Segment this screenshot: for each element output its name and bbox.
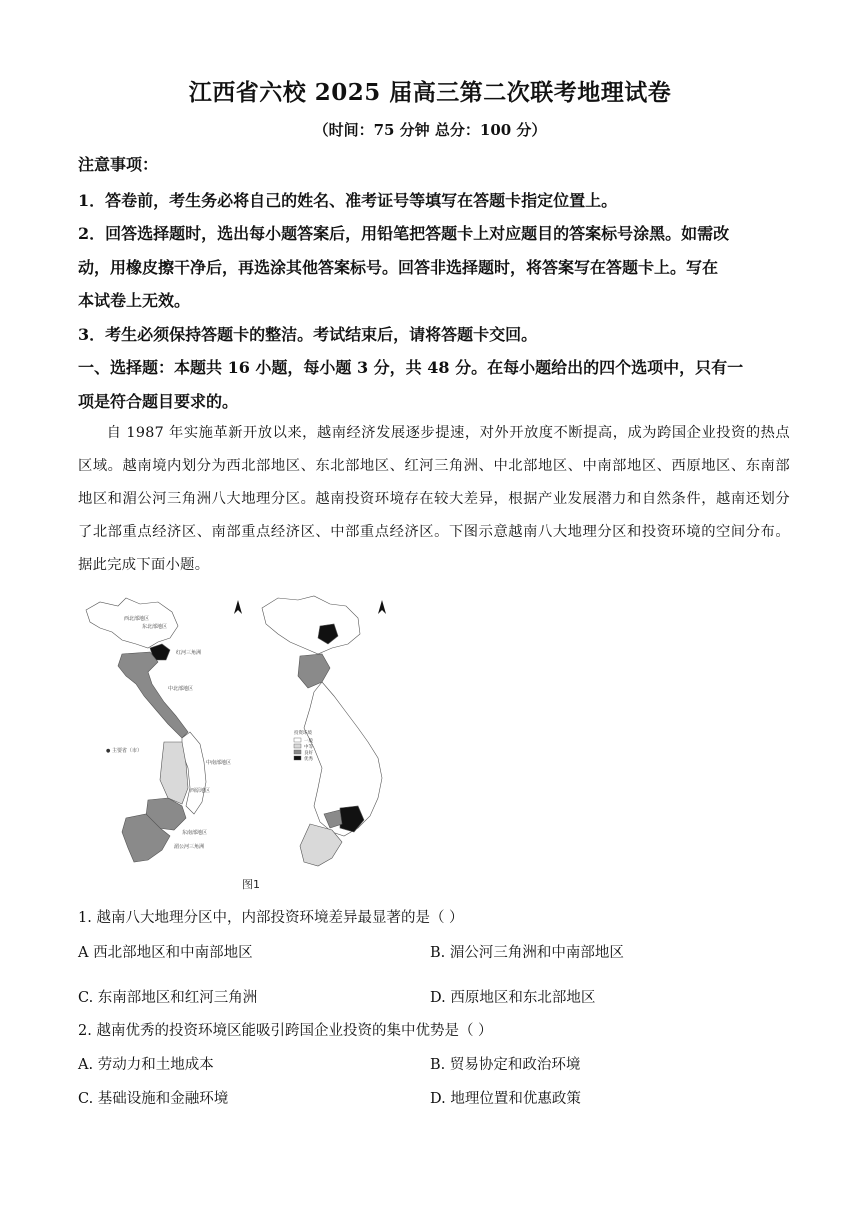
legend-item-1: 一般 — [304, 739, 313, 744]
right-map — [262, 596, 382, 866]
label-capital-legend: ● 主要省（市） — [106, 748, 142, 754]
notice-heading: 注意事项： — [78, 155, 159, 174]
left-map-north-central — [118, 652, 188, 738]
section-heading-line-2: 项是符合题目要求的。 — [78, 392, 239, 411]
notice-item-2-line-1: 2．回答选择题时，选出每小题答案后，用铅笔把答题卡上对应题目的答案标号涂黑。如需改 — [78, 224, 730, 243]
right-map-north-central — [298, 654, 330, 688]
question-1-stem: 1. 越南八大地理分区中，内部投资环境差异最显著的是（ ） — [78, 910, 464, 926]
label-red-river: 红河三角洲 — [176, 650, 202, 656]
notice-item-2-line-2: 动，用橡皮擦干净后，再选涂其他答案标号。回答非选择题时，将答案写在答题卡上。写在 — [78, 258, 719, 277]
label-central-highlands: 西原地区 — [190, 788, 211, 794]
question-2-option-d: D. 地理位置和优惠政策 — [430, 1091, 581, 1107]
right-map-north-arrow — [378, 600, 386, 614]
exam-title: 江西省六校 2025 届高三第二次联考地理试卷 — [188, 79, 672, 106]
question-2-stem: 2. 越南优秀的投资环境区能吸引跨国企业投资的集中优势是（ ） — [78, 1023, 493, 1039]
notice-item-1: 1．答卷前，考生务必将自己的姓名、准考证号等填写在答题卡指定位置上。 — [78, 191, 618, 210]
right-map-legend — [294, 729, 313, 762]
left-map — [86, 598, 206, 862]
maps-svg — [78, 592, 418, 897]
reading-passage: 自 1987 年实施革新开放以来，越南经济发展逐步提速，对外开放度不断提高，成为跨国企业投资的热点区域。越南境内划分为西北部地区、东北部地区、红河三角洲、中北部地区、中南部地区、西原地区、东南部地区和湄公河三角洲八大地理分区。越南投资环境存在较大差异，根据产业发展潜力和自然条件，越南还划分了北部重点经济区、南部重点经济区、中部重点经济区。下图示意越南八大地理分区和投资环境的空间分布。据此完成下面小题。 — [78, 425, 790, 573]
question-2-option-c: C. 基础设施和金融环境 — [78, 1091, 229, 1107]
legend-item-2: 中等 — [304, 745, 313, 750]
section-heading-line-1: 一、选择题：本题共 16 小题，每小题 3 分，共 48 分。在每小题给出的四个选项中，只有一 — [78, 358, 744, 377]
label-southeast: 东南部地区 — [182, 830, 208, 836]
notice-item-3: 3．考生必须保持答题卡的整洁。考试结束后，请将答题卡交回。 — [78, 325, 538, 344]
label-northeast: 东北部地区 — [142, 624, 168, 630]
exam-subtitle: （时间：75 分钟 总分：100 分） — [313, 121, 547, 139]
label-south-central: 中南部地区 — [206, 760, 232, 766]
label-mekong: 湄公河三角洲 — [174, 844, 205, 850]
figure-caption: 图1 — [242, 878, 260, 891]
label-northwest: 西北部地区 — [124, 616, 150, 622]
question-2-option-a: A. 劳动力和土地成本 — [78, 1057, 214, 1073]
question-1-option-c: C. 东南部地区和红河三角洲 — [78, 990, 258, 1006]
notice-item-2-line-3: 本试卷上无效。 — [78, 291, 191, 310]
figure-vietnam-maps — [78, 592, 418, 897]
left-map-central-highlands — [160, 742, 188, 804]
question-1-option-d: D. 西原地区和东北部地区 — [430, 990, 596, 1006]
right-map-north — [262, 596, 360, 654]
question-1-option-a: A 西北部地区和中南部地区 — [78, 945, 253, 961]
label-north-central: 中北部地区 — [168, 686, 194, 692]
legend-title: 投资环境 — [294, 731, 312, 736]
legend-item-4: 优秀 — [304, 757, 313, 762]
legend-item-3: 良好 — [304, 751, 313, 756]
question-2-option-b: B. 贸易协定和政治环境 — [430, 1057, 581, 1073]
left-map-north-arrow — [234, 600, 242, 614]
question-1-option-b: B. 湄公河三角洲和中南部地区 — [430, 945, 624, 961]
left-map-north-region — [86, 598, 178, 648]
